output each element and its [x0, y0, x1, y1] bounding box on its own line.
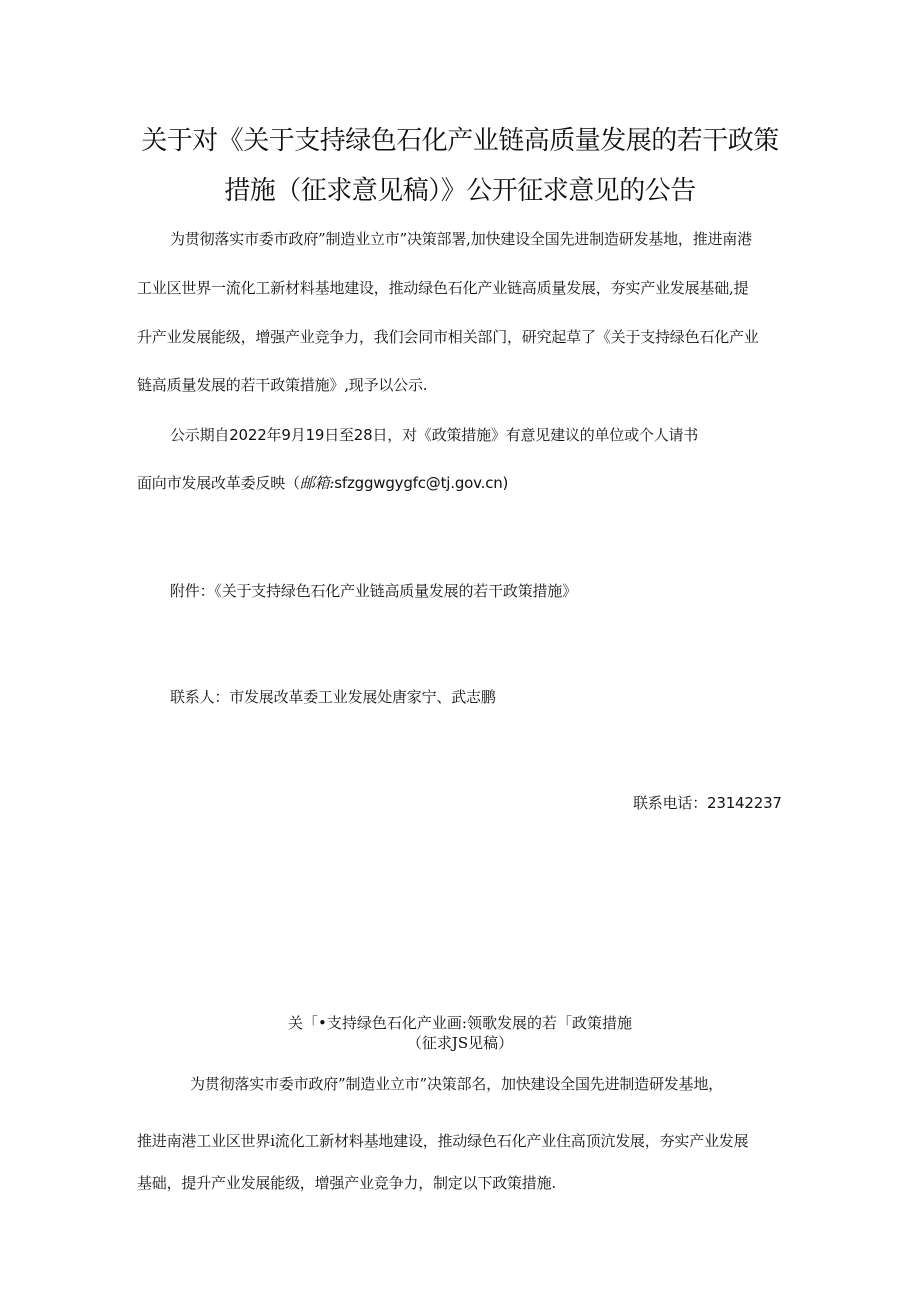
notice-title-line-1: 关于对《关于支持绿色石化产业链高质量发展的若干政策	[141, 126, 779, 156]
intro-line-4: 链高质量发展的若干政策措施》,现予以公示.	[137, 376, 428, 394]
email-address[interactable]: sfzggwgygfc@tj.gov.cn)	[334, 474, 509, 492]
draft-para-line-1: 为贯彻落实市委市政府”制造业立市”决策部名，加快建设全国先进制造研发基地，	[190, 1075, 723, 1093]
intro-line-3: 升产业发展能级，增强产业竞争力，我们会同市相关部门，研究起草了《关于支持绿色石化产业	[137, 328, 759, 346]
period-suffix: ，对《政策措施》有意见建议的单位或个人请书	[387, 426, 699, 444]
notice-title-line-2: 措施（征求意见稿）》公开征求意见的公告	[224, 176, 696, 206]
contact-phone	[633, 792, 782, 813]
draft-para-line-2: 推进南港工业区世界i流化工新材料基地建设，推动绿色石化产业住高顶沆发展，夯实产业发展	[137, 1132, 749, 1150]
feedback-line	[137, 472, 508, 493]
period-line	[170, 424, 698, 445]
email-label: 邮箱:	[299, 474, 335, 492]
intro-line-2: 工业区世界一流化工新材料基地建设，推动绿色石化产业链高质量发展，夯实产业发展基础,提	[137, 279, 749, 297]
draft-para-line-3: 基础，提升产业发展能级，增强产业竞争力，制定以下政策措施.	[137, 1174, 556, 1192]
contact-person: 联系人：市发展改革委工业发展处唐家宁、武志鹏	[170, 688, 496, 706]
period-prefix: 公示期自	[170, 426, 230, 444]
attachment-line: 附件：《关于支持绿色石化产业链高质量发展的若干政策措施》	[170, 582, 577, 600]
phone-label: 联系电话：	[633, 794, 708, 812]
intro-line-1: 为贯彻落实市委市政府”制造业立市”决策部署,加快建设全国先进制造研发基地，推进南港	[170, 230, 752, 248]
draft-title-line-2: （征求JS见稿）	[406, 1034, 514, 1052]
feedback-prefix: 面向市发展改革委反映（	[137, 474, 300, 492]
period-dates: 2022年9月19日至28日	[229, 426, 388, 444]
phone-number: 23142237	[707, 794, 782, 812]
draft-title-line-1: 关「•支持绿色石化产业画:领歌发展的若「政策措施	[288, 1014, 632, 1032]
